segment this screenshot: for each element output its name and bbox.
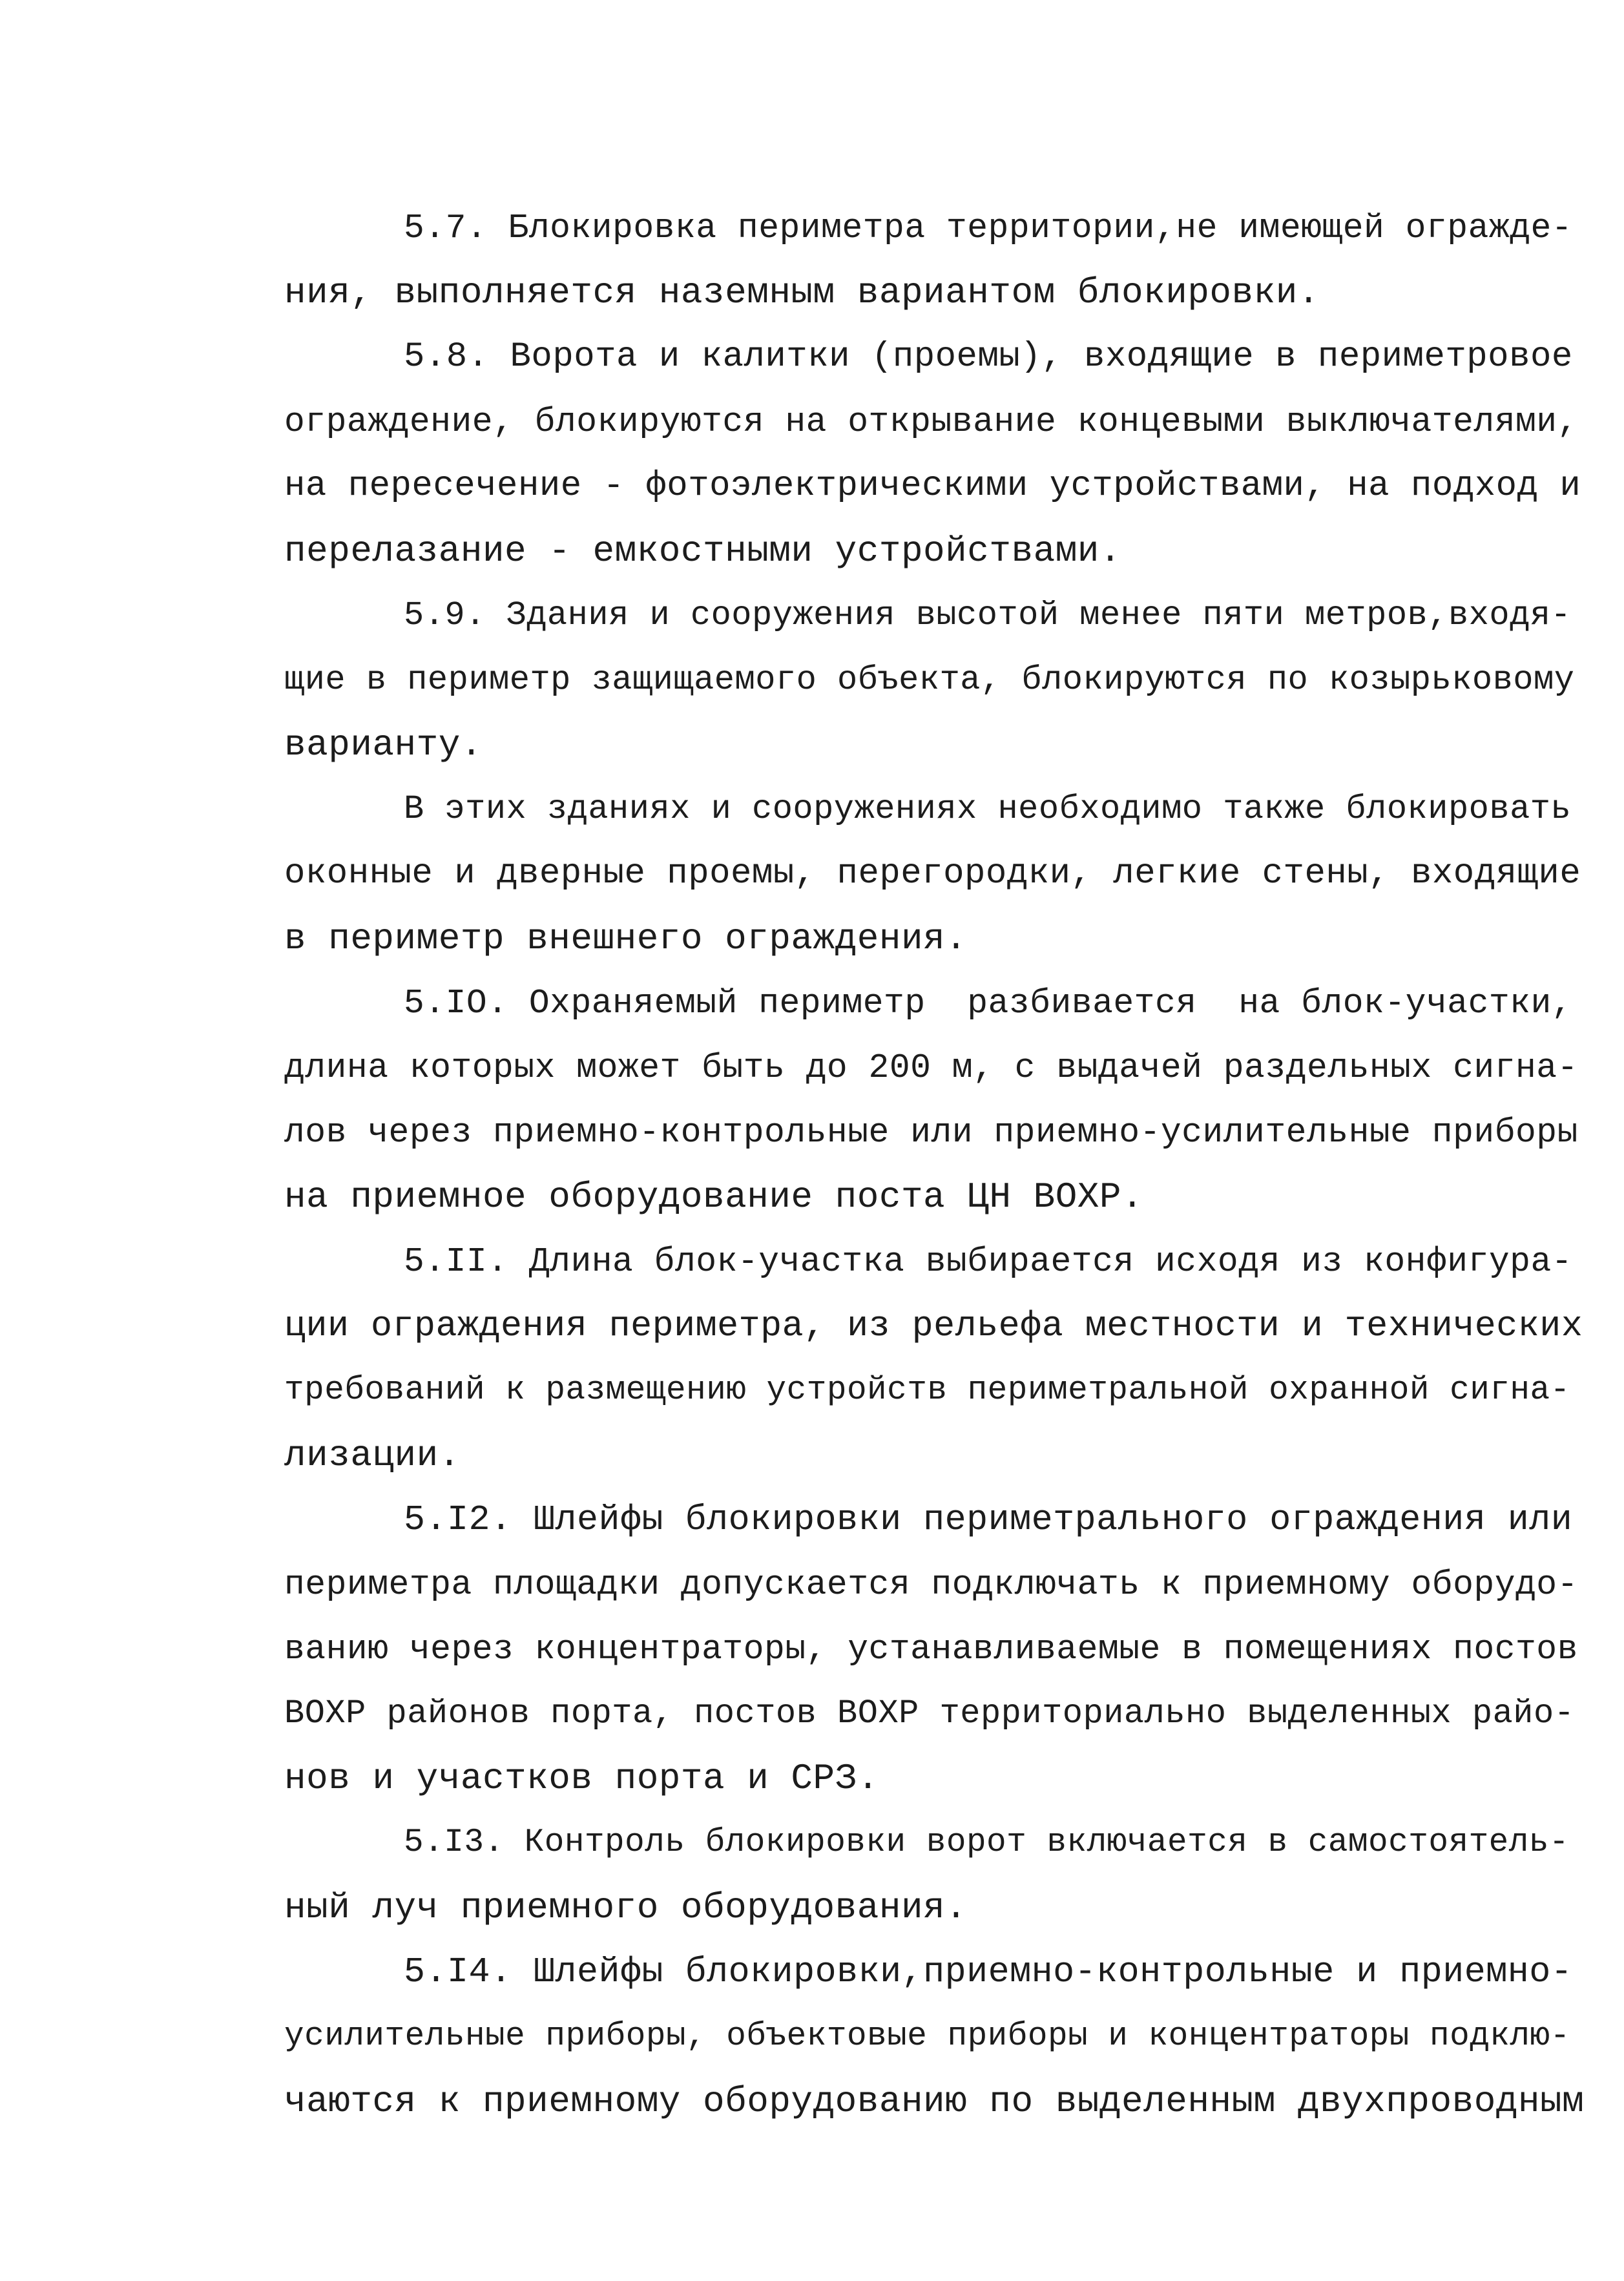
- text-line: периметра площадки допускается подключать к приемному оборудо-: [284, 1565, 1578, 1604]
- text-line: варианту.: [284, 724, 483, 766]
- text-line: ния, выполняется наземным вариантом блокировки.: [284, 272, 1320, 313]
- text-line: перелазание - емкостными устройствами.: [284, 530, 1122, 572]
- text-line-5-9: 5.9. Здания и сооружения высотой менее пяти метров,входя-: [404, 596, 1572, 634]
- text-line-5-11: 5.II. Длина блок-участка выбирается исходя из конфигура-: [404, 1242, 1573, 1281]
- text-line-5-10: 5.IO. Охраняемый периметр разбивается на блок-участки,: [404, 984, 1573, 1023]
- text-line: усилительные приборы, объектовые приборы и концентраторы подклю-: [284, 2018, 1570, 2055]
- text-line: ванию через концентраторы, устанавливаемые в помещениях постов: [284, 1630, 1578, 1669]
- text-line-5-7: 5.7. Блокировка периметра территории,не имеющей огражде-: [404, 209, 1573, 247]
- text-line: на пересечение - фотоэлектрическими устройствами, на подход и: [284, 466, 1581, 506]
- text-line: лизации.: [284, 1435, 461, 1476]
- text-line: ВОХР районов порта, постов ВОХР территориально выделенных райо-: [284, 1694, 1575, 1733]
- text-line: в периметр внешнего ограждения.: [284, 918, 968, 959]
- text-line: ный луч приемного оборудования.: [284, 1887, 968, 1928]
- text-line-5-12: 5.I2. Шлейфы блокировки периметрального ограждения или: [404, 1499, 1573, 1540]
- text-line: лов через приемно-контрольные или приемно-усилительные приборы: [284, 1113, 1578, 1152]
- text-line-5-13: 5.I3. Контроль блокировки ворот включается в самостоятель-: [404, 1824, 1570, 1861]
- text-line: щие в периметр защищаемого объекта, блокируются по козырьковому: [284, 661, 1575, 699]
- text-line-5-8: 5.8. Ворота и калитки (проемы), входящие в периметровое: [404, 337, 1573, 377]
- text-line-5-14: 5.I4. Шлейфы блокировки,приемно-контрольные и приемно-: [404, 1952, 1573, 1992]
- text-line: на приемное оборудование поста ЦН ВОХР.: [284, 1176, 1144, 1218]
- text-line-paragraph: В этих зданиях и сооружениях необходимо также блокировать: [404, 790, 1572, 828]
- text-line: чаются к приемному оборудованию по выделенным двухпроводным: [284, 2081, 1585, 2122]
- text-line: ограждение, блокируются на открывание концевыми выключателями,: [284, 402, 1578, 441]
- text-line: нов и участков порта и СРЗ.: [284, 1758, 879, 1799]
- text-line: длина которых может быть до 200 м, с выдачей раздельных сигна-: [284, 1048, 1578, 1087]
- text-line: требований к размещению устройств периметральной охранной сигна-: [284, 1372, 1570, 1409]
- text-line: оконные и дверные проемы, перегородки, легкие стены, входящие: [284, 854, 1581, 893]
- text-line: ции ограждения периметра, из рельефа местности и технических: [284, 1306, 1583, 1346]
